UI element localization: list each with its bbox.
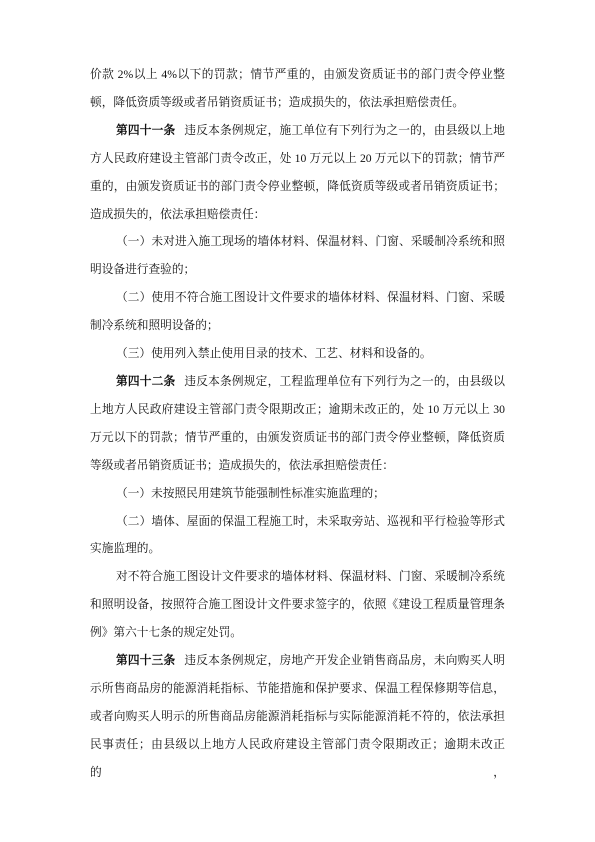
- text-line: 或者向购买人明示的所售商品房能源消耗指标与实际能源消耗不符的，依法承担: [90, 709, 505, 723]
- text-run: 违反本条例规定，房地产开发企业销售商品房，未向购买人明: [184, 654, 505, 668]
- paragraph: [90, 563, 505, 647]
- text-line: 重的，由颁发资质证书的部门责令停业整顿，降低资质等级或者吊销资质证书；: [90, 179, 505, 193]
- paragraph-item: [90, 340, 505, 368]
- text-line: [90, 647, 505, 675]
- text-line: 上地方人民政府建设主管部门责令限期改正；逾期未改正的，处 10 万元以上 30: [90, 402, 505, 416]
- text-line: （三）使用列入禁止使用目录的技术、工艺、材料和设备的。: [116, 347, 432, 361]
- text-line: 民事责任；由县级以上地方人民政府建设主管部门责令限期改正；逾期未改正的，: [90, 737, 505, 779]
- text-line: （二）使用不符合施工图设计文件要求的墙体材料、保温材料、门窗、采暖: [116, 291, 505, 305]
- paragraph-item: [90, 508, 505, 564]
- text-line: 万元以下的罚款；情节严重的，由颁发资质证书的部门责令停业整顿，降低资质: [90, 430, 505, 444]
- article-heading: 第四十一条: [116, 123, 176, 137]
- text-line: [90, 368, 505, 396]
- text-line: 实施监理的。: [90, 542, 161, 556]
- text-line: 造成损失的，依法承担赔偿责任：: [90, 207, 266, 221]
- text-line: （一）未按照民用建筑节能强制性标准实施监理的；: [116, 486, 385, 500]
- text-line: 制冷系统和照明设备的；: [90, 319, 219, 333]
- paragraph-article-43: [90, 647, 505, 787]
- text-line: 等级或者吊销资质证书；造成损失的，依法承担赔偿责任：: [90, 458, 394, 472]
- paragraph: [90, 61, 505, 117]
- paragraph-article-42: [90, 368, 505, 480]
- text-line: 对不符合施工图设计文件要求的墙体材料、保温材料、门窗、采暖制冷系统: [116, 570, 505, 584]
- article-heading: 第四十三条: [116, 654, 176, 668]
- text-line: 顿，降低资质等级或者吊销资质证书；造成损失的，依法承担赔偿责任。: [90, 95, 465, 109]
- text-line: （一）未对进入施工现场的墙体材料、保温材料、门窗、采暖制冷系统和照: [116, 235, 505, 249]
- text-run: 违反本条例规定，施工单位有下列行为之一的，由县级以上地: [184, 123, 505, 137]
- text-line: 例》第六十七条的规定处罚。: [90, 626, 242, 640]
- article-heading: 第四十二条: [116, 374, 176, 388]
- text-line: 示所售商品房的能源消耗指标、节能措施和保护要求、保温工程保修期等信息，: [90, 681, 505, 695]
- text-line: 方人民政府建设主管部门责令改正，处 10 万元以上 20 万元以下的罚款；情节严: [90, 151, 505, 165]
- text-line: 价款 2%以上 4%以下的罚款；情节严重的，由颁发资质证书的部门责令停业整: [90, 68, 505, 81]
- paragraph-item: [90, 284, 505, 340]
- text-line: （二）墙体、屋面的保温工程施工时，未采取旁站、巡视和平行检验等形式: [116, 514, 505, 528]
- paragraph-article-41: [90, 117, 505, 229]
- text-run: 违反本条例规定，工程监理单位有下列行为之一的，由县级以: [184, 374, 505, 388]
- document-page: [90, 61, 505, 787]
- paragraph-item: [90, 480, 505, 508]
- text-line: 和照明设备，按照符合施工图设计文件要求签字的，依照《建设工程质量管理条: [90, 598, 505, 612]
- text-line: 明设备进行查验的；: [90, 263, 196, 277]
- paragraph-item: [90, 228, 505, 284]
- text-line: [90, 117, 505, 145]
